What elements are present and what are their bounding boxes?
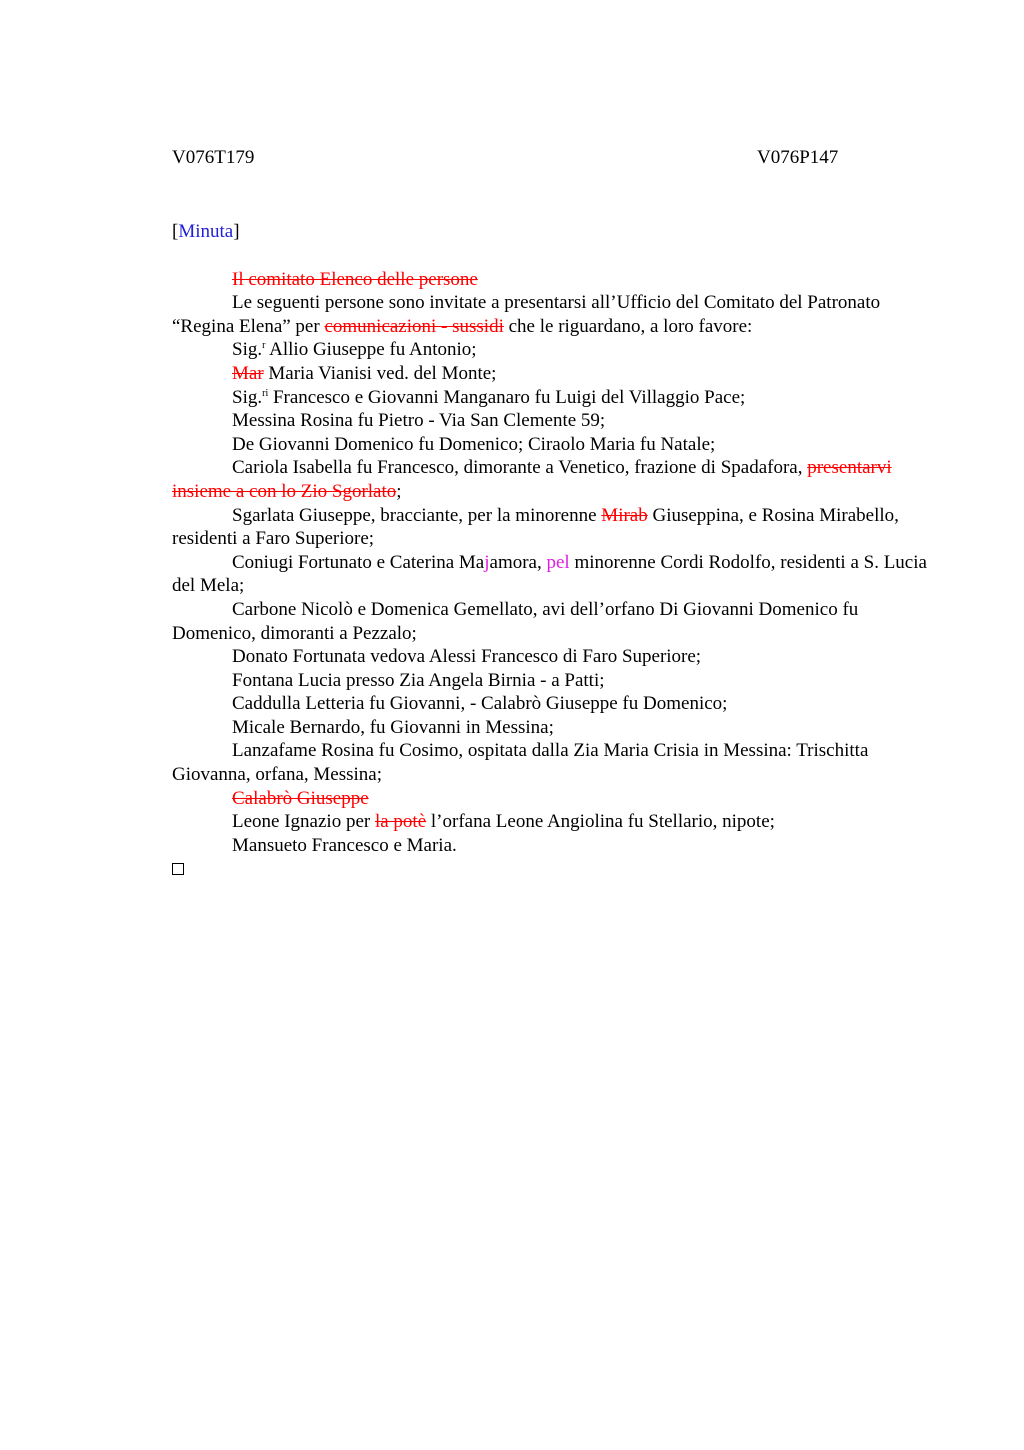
paragraph-16	[172, 739, 932, 786]
deleted-text: presentarvi insieme a con lo Zio Sgorlato	[172, 457, 892, 502]
text-segment: Donato Fortunata vedova Alessi Francesco di Faro Superiore;	[232, 646, 702, 668]
text-segment: che le riguardano, a loro favore:	[503, 315, 753, 337]
text-segment: ;	[396, 480, 402, 502]
text-segment: amora,	[489, 551, 547, 573]
superscript: ri	[262, 387, 269, 399]
text-segment: minorenne Cordi Rodolfo, residenti a S. Lucia del Mela;	[172, 551, 927, 597]
deleted-text: Mirab	[601, 504, 648, 526]
text-segment: Francesco e Giovanni Manganaro fu Luigi del Villaggio Pace;	[268, 386, 746, 408]
deleted-text: comunicazioni - sussidi	[324, 315, 504, 337]
text-segment: l’orfana Leone Angiolina fu Stellario, nipote;	[426, 811, 775, 833]
text-segment: Leone Ignazio per	[232, 811, 375, 833]
letter-body	[172, 268, 932, 858]
paragraph-11	[172, 598, 932, 645]
header-row	[172, 146, 932, 170]
end-mark	[172, 857, 932, 882]
paragraph-13	[172, 669, 932, 693]
paragraph-5	[172, 386, 932, 410]
paragraph-2	[172, 291, 932, 338]
paragraph-4	[172, 362, 932, 386]
paragraph-7	[172, 433, 932, 457]
paragraph-14	[172, 692, 932, 716]
paragraph-19	[172, 834, 932, 858]
text-segment: Sgarlata Giuseppe, bracciante, per la minorenne	[232, 504, 602, 526]
document-code-right: V076P147	[757, 147, 839, 168]
text-segment: Carbone Nicolò e Domenica Gemellato, avi dell’orfano Di Giovanni Domenico fu Domenico, dimoranti a Pezzalo;	[172, 598, 859, 644]
text-segment: Lanzafame Rosina fu Cosimo, ospitata dalla Zia Maria Crisia in Messina: Trischitta Giovanna, orfana, Messina;	[172, 740, 869, 786]
text-segment: Sig.	[232, 339, 263, 361]
text-segment: Maria Vianisi ved. del Monte;	[263, 362, 497, 384]
text-segment: Allio Giuseppe fu Antonio;	[265, 339, 477, 361]
document-code-left: V076T179	[172, 147, 255, 168]
text-segment: De Giovanni Domenico fu Domenico; Ciraolo Maria fu Natale;	[232, 433, 716, 455]
paragraph-8	[172, 456, 932, 503]
square-outline-icon	[172, 863, 184, 875]
paragraph-18	[172, 810, 932, 834]
text-segment: Caddulla Letteria fu Giovanni, - Calabrò Giuseppe fu Domenico;	[232, 693, 728, 715]
paragraph-10	[172, 551, 932, 598]
text-segment: Cariola Isabella fu Francesco, dimorante a Venetico, frazione di Spadafora,	[232, 457, 808, 479]
deleted-text: Il comitato Elenco delle persone	[232, 268, 478, 290]
inserted-text: pel	[546, 551, 570, 573]
deleted-text: Calabrò Giuseppe	[232, 787, 369, 809]
paragraph-3	[172, 338, 932, 362]
text-segment: Mansueto Francesco e Maria.	[232, 834, 457, 856]
bracket-open: [	[172, 221, 179, 242]
paragraph-6	[172, 409, 932, 433]
text-segment: Le seguenti persone sono invitate a presentarsi all’Ufficio del Comitato del Patronato “Regina Elena” per	[172, 292, 881, 337]
paragraph-9	[172, 504, 932, 551]
text-segment: Micale Bernardo, fu Giovanni in Messina;	[232, 716, 554, 738]
paragraph-17	[172, 787, 932, 811]
text-segment: Sig.	[232, 386, 263, 408]
superscript: r	[262, 340, 266, 352]
paragraph-15	[172, 716, 932, 740]
bracket-close: ]	[233, 221, 240, 242]
minuta-text: Minuta	[178, 221, 234, 242]
minuta-label	[172, 220, 932, 244]
inserted-text: j	[484, 551, 490, 573]
text-segment: Giuseppina, e Rosina Mirabello, residenti a Faro Superiore;	[172, 504, 899, 550]
document-page	[172, 146, 932, 882]
paragraph-12	[172, 645, 932, 669]
text-segment: Coniugi Fortunato e Caterina Ma	[232, 551, 485, 573]
paragraph-1	[172, 268, 932, 292]
deleted-text: la potè	[374, 811, 427, 833]
deleted-text: Mar	[232, 362, 264, 384]
text-segment: Messina Rosina fu Pietro - Via San Clemente 59;	[232, 410, 606, 432]
text-segment: Fontana Lucia presso Zia Angela Birnia - a Patti;	[232, 669, 605, 691]
